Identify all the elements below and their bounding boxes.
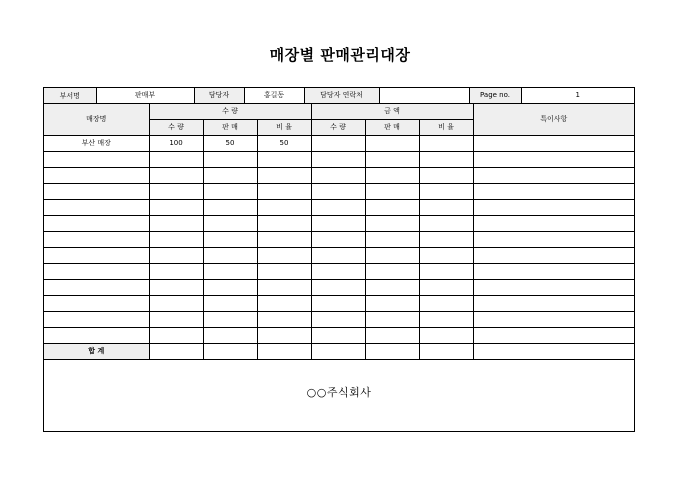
total-cell[interactable] <box>149 344 203 360</box>
table-cell[interactable] <box>149 152 203 168</box>
table-cell[interactable] <box>311 152 365 168</box>
table-cell[interactable] <box>311 168 365 184</box>
table-cell[interactable] <box>473 328 634 344</box>
table-cell[interactable]: 100 <box>149 136 203 152</box>
table-cell[interactable] <box>365 312 419 328</box>
table-cell[interactable] <box>257 152 311 168</box>
table-cell[interactable] <box>149 232 203 248</box>
table-row <box>44 136 634 152</box>
table-cell[interactable] <box>419 232 473 248</box>
table-cell[interactable] <box>203 312 257 328</box>
table-cell[interactable] <box>257 184 311 200</box>
table-row <box>44 264 634 280</box>
total-row <box>44 344 634 360</box>
table-cell[interactable] <box>365 232 419 248</box>
table-cell[interactable] <box>257 168 311 184</box>
table-cell[interactable] <box>473 296 634 312</box>
sub-header-amount-sales: 판 매 <box>365 120 419 136</box>
table-cell[interactable] <box>365 168 419 184</box>
table-cell[interactable] <box>365 152 419 168</box>
remarks-column-header: 특이사항 <box>473 104 634 136</box>
table-cell[interactable] <box>473 280 634 296</box>
store-name-cell[interactable]: 부산 매장 <box>44 136 149 152</box>
header-row-1 <box>44 104 634 120</box>
table-cell[interactable] <box>311 232 365 248</box>
contact-value[interactable] <box>379 88 469 103</box>
table-cell[interactable] <box>203 264 257 280</box>
store-name-cell[interactable] <box>44 296 149 312</box>
store-name-cell[interactable] <box>44 168 149 184</box>
table-cell[interactable] <box>311 264 365 280</box>
table-row <box>44 152 634 168</box>
table-cell[interactable]: 50 <box>257 136 311 152</box>
table-cell[interactable] <box>419 296 473 312</box>
table-cell[interactable] <box>365 184 419 200</box>
table-cell[interactable] <box>473 184 634 200</box>
table-cell[interactable] <box>257 200 311 216</box>
table-row <box>44 312 634 328</box>
sub-header-amount-quantity: 수 량 <box>311 120 365 136</box>
footer-area <box>44 360 634 425</box>
table-cell[interactable] <box>473 312 634 328</box>
table-cell[interactable] <box>311 248 365 264</box>
total-cell[interactable] <box>419 344 473 360</box>
table-cell[interactable] <box>473 264 634 280</box>
manager-label: 담당자 <box>194 88 244 103</box>
table-cell[interactable] <box>257 328 311 344</box>
table-cell[interactable] <box>257 264 311 280</box>
table-cell[interactable] <box>149 168 203 184</box>
table-cell[interactable] <box>365 280 419 296</box>
table-row <box>44 280 634 296</box>
sub-header-sales: 판 매 <box>203 120 257 136</box>
store-column-header: 매장명 <box>44 104 149 136</box>
sub-header-quantity: 수 량 <box>149 120 203 136</box>
table-cell[interactable] <box>203 280 257 296</box>
table-cell[interactable] <box>203 248 257 264</box>
table-cell[interactable] <box>419 248 473 264</box>
table-cell[interactable] <box>203 328 257 344</box>
store-name-cell[interactable] <box>44 232 149 248</box>
table-cell[interactable] <box>365 200 419 216</box>
table-cell[interactable] <box>149 248 203 264</box>
table-cell[interactable] <box>149 200 203 216</box>
table-cell[interactable] <box>473 136 634 152</box>
table-cell[interactable] <box>203 184 257 200</box>
table-cell[interactable] <box>473 248 634 264</box>
store-name-cell[interactable] <box>44 312 149 328</box>
table-row <box>44 200 634 216</box>
table-cell[interactable] <box>149 216 203 232</box>
table-cell[interactable] <box>419 184 473 200</box>
total-cell[interactable] <box>365 344 419 360</box>
table-cell[interactable] <box>257 216 311 232</box>
store-name-cell[interactable] <box>44 216 149 232</box>
table-cell[interactable] <box>419 216 473 232</box>
table-cell[interactable] <box>203 152 257 168</box>
footer-row <box>44 360 634 425</box>
info-row <box>44 88 634 104</box>
table-cell[interactable] <box>311 184 365 200</box>
table-row <box>44 248 634 264</box>
table-cell[interactable] <box>365 328 419 344</box>
table-cell[interactable] <box>149 296 203 312</box>
table-cell[interactable] <box>203 216 257 232</box>
page-label: Page no. <box>469 88 521 103</box>
table-row <box>44 184 634 200</box>
table-cell[interactable] <box>473 152 634 168</box>
table-cell[interactable] <box>365 264 419 280</box>
store-name-cell[interactable] <box>44 200 149 216</box>
table-cell[interactable] <box>311 328 365 344</box>
table-cell[interactable] <box>149 328 203 344</box>
ledger-table <box>44 88 634 424</box>
store-name-cell[interactable] <box>44 184 149 200</box>
table-cell[interactable] <box>149 184 203 200</box>
table-cell[interactable] <box>149 280 203 296</box>
table-cell[interactable] <box>257 280 311 296</box>
table-cell[interactable] <box>203 200 257 216</box>
dept-value[interactable]: 판매부 <box>96 88 194 103</box>
total-cell[interactable] <box>257 344 311 360</box>
table-cell[interactable] <box>203 232 257 248</box>
page-title: 매장별 판매관리대장 <box>269 46 411 64</box>
table-cell[interactable] <box>365 136 419 152</box>
table-cell[interactable] <box>419 168 473 184</box>
company-name: ○○주식회사 <box>306 386 372 399</box>
table-cell[interactable] <box>149 264 203 280</box>
store-name-cell[interactable] <box>44 328 149 344</box>
sub-header-amount-ratio: 비 율 <box>419 120 473 136</box>
table-row <box>44 328 634 344</box>
store-name-cell[interactable] <box>44 248 149 264</box>
contact-label: 담당자 연락처 <box>304 88 379 103</box>
table-cell[interactable] <box>419 328 473 344</box>
table-cell[interactable] <box>311 280 365 296</box>
table-cell[interactable] <box>311 200 365 216</box>
table-cell[interactable] <box>257 312 311 328</box>
table-row <box>44 296 634 312</box>
dept-label: 부서명 <box>44 88 96 103</box>
table-cell[interactable] <box>311 136 365 152</box>
total-cell[interactable] <box>203 344 257 360</box>
store-name-cell[interactable] <box>44 152 149 168</box>
amount-group-header: 금 액 <box>311 104 473 120</box>
table-cell[interactable] <box>473 216 634 232</box>
table-cell[interactable] <box>473 200 634 216</box>
total-cell[interactable] <box>473 344 634 360</box>
table-cell[interactable] <box>365 248 419 264</box>
table-cell[interactable] <box>149 312 203 328</box>
sub-header-ratio: 비 율 <box>257 120 311 136</box>
table-cell[interactable] <box>203 168 257 184</box>
table-cell[interactable] <box>419 264 473 280</box>
total-cell[interactable] <box>311 344 365 360</box>
sales-ledger-form <box>43 87 635 432</box>
manager-value[interactable]: 홍길동 <box>244 88 304 103</box>
table-cell[interactable] <box>203 296 257 312</box>
table-cell[interactable] <box>473 168 634 184</box>
table-cell[interactable] <box>419 136 473 152</box>
table-row <box>44 216 634 232</box>
total-label: 합 계 <box>44 344 149 360</box>
table-cell[interactable] <box>419 152 473 168</box>
table-cell[interactable]: 50 <box>203 136 257 152</box>
store-name-cell[interactable] <box>44 264 149 280</box>
quantity-group-header: 수 량 <box>149 104 311 120</box>
table-cell[interactable] <box>311 216 365 232</box>
table-cell[interactable] <box>257 296 311 312</box>
table-cell[interactable] <box>257 248 311 264</box>
store-name-cell[interactable] <box>44 280 149 296</box>
page-value[interactable]: 1 <box>575 91 580 99</box>
data-rows <box>44 136 634 344</box>
table-cell[interactable] <box>419 312 473 328</box>
table-row <box>44 168 634 184</box>
table-cell[interactable] <box>473 232 634 248</box>
table-cell[interactable] <box>311 312 365 328</box>
table-row <box>44 232 634 248</box>
table-cell[interactable] <box>419 200 473 216</box>
table-cell[interactable] <box>257 232 311 248</box>
table-cell[interactable] <box>419 280 473 296</box>
table-cell[interactable] <box>365 296 419 312</box>
table-cell[interactable] <box>365 216 419 232</box>
table-cell[interactable] <box>311 296 365 312</box>
